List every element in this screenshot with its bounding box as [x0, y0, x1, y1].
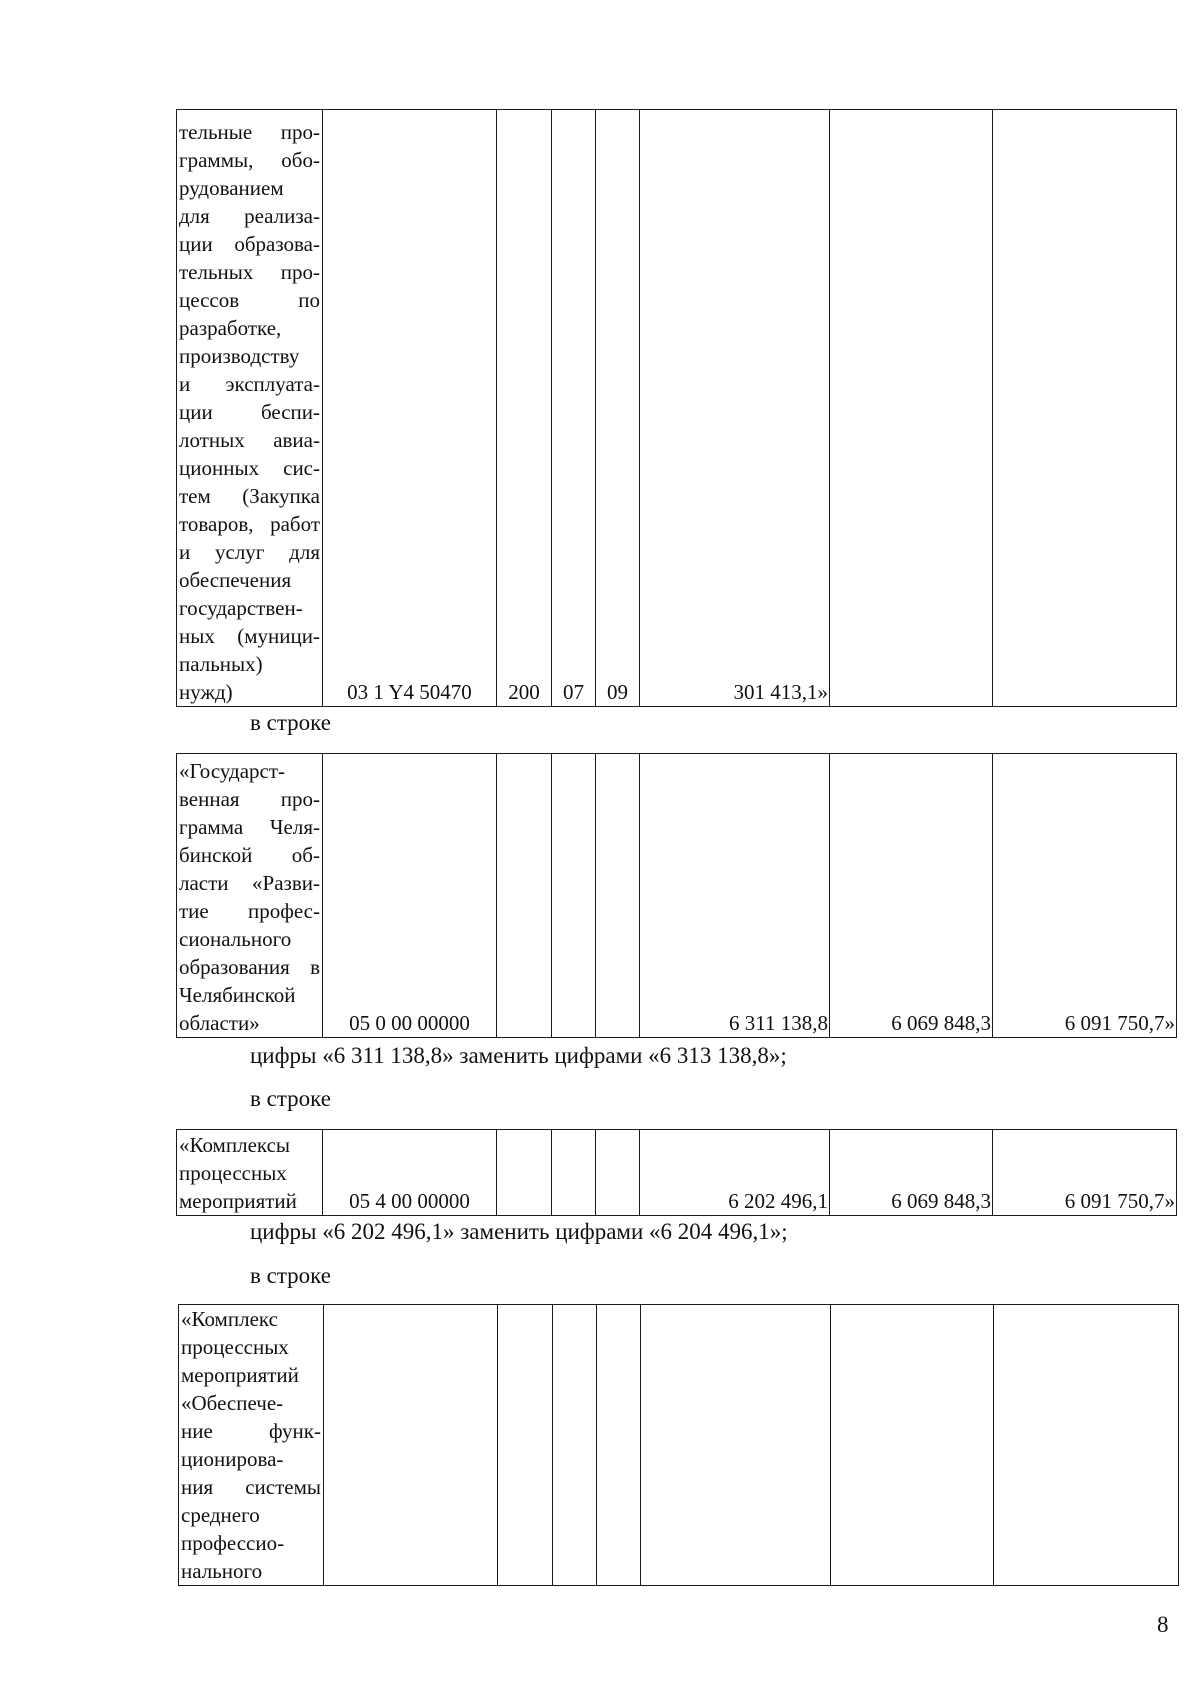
name-line: и услуг для — [179, 540, 320, 564]
name-line: бинской об- — [179, 843, 320, 867]
expense-type-code: 200 — [497, 110, 552, 707]
target-article-code: 03 1 Y4 50470 — [323, 110, 497, 707]
name-line: грамма Челя- — [179, 815, 320, 839]
name-line: мероприятий — [181, 1363, 299, 1387]
amount-year-1: 301 413,1» — [640, 110, 830, 707]
amount-year-2 — [831, 1305, 994, 1586]
amount-year-2: 6 069 848,3 — [830, 1130, 993, 1216]
section-code — [553, 1305, 597, 1586]
name-line: ционирова- — [181, 1447, 284, 1471]
name-line: Челябинской — [179, 983, 296, 1007]
name-line: и эксплуата- — [179, 372, 320, 396]
subsection-code: 09 — [596, 110, 640, 707]
name-line: нального — [181, 1559, 263, 1583]
section-code: 07 — [552, 110, 596, 707]
name-line: граммы, обо- — [179, 148, 320, 172]
amendment-table-1 — [176, 109, 1177, 707]
name-line: ции беспи- — [179, 400, 320, 424]
name-line: венная про- — [179, 787, 320, 811]
amount-year-1 — [641, 1305, 831, 1586]
name-line: обеспечения — [179, 568, 292, 592]
row-name-cell — [179, 1305, 324, 1586]
name-line: «Государст- — [179, 759, 286, 783]
amount-year-3: 6 091 750,7» — [993, 1130, 1177, 1216]
amount-year-2: 6 069 848,3 — [830, 754, 993, 1038]
amount-year-3 — [994, 1305, 1179, 1586]
name-line: области» — [179, 1011, 260, 1035]
amount-year-3 — [993, 110, 1177, 707]
row-name-cell — [177, 110, 323, 707]
name-line: мероприятий — [179, 1189, 297, 1213]
replacement-instruction-2: цифры «6 202 496,1» заменить цифрами «6 204 496,1»; — [250, 1219, 788, 1244]
name-line: образования в — [179, 955, 320, 979]
amendment-table-2 — [176, 753, 1177, 1038]
row-name-cell — [177, 754, 323, 1038]
target-article-code: 05 0 00 00000 — [323, 754, 497, 1038]
replacement-instruction-1: цифры «6 311 138,8» заменить цифрами «6 313 138,8»; — [250, 1043, 787, 1068]
name-line: среднего — [181, 1503, 260, 1527]
name-line: процессных — [181, 1335, 289, 1359]
name-line: тие профес- — [179, 899, 320, 923]
name-line: процессных — [179, 1161, 287, 1185]
subsection-code — [596, 1130, 640, 1216]
name-line: профессио- — [181, 1531, 285, 1555]
name-line: рудованием — [179, 176, 284, 200]
page-number: 8 — [1157, 1612, 1169, 1637]
target-article-code — [324, 1305, 498, 1586]
name-line: цессов по — [179, 288, 320, 312]
row-name-cell — [177, 1130, 323, 1216]
section-code — [552, 1130, 596, 1216]
name-line: ния системы — [181, 1475, 321, 1499]
name-line: тельных про- — [179, 260, 320, 284]
target-article-code: 05 4 00 00000 — [323, 1130, 497, 1216]
name-line: «Обеспече- — [181, 1391, 284, 1415]
section-code — [552, 754, 596, 1038]
name-line: ние функ- — [181, 1419, 321, 1443]
name-line: разработке, — [179, 316, 282, 340]
name-line: «Комплексы — [179, 1133, 290, 1157]
name-line: государствен- — [179, 596, 303, 620]
name-line: товаров, работ — [179, 512, 320, 536]
name-line: «Комплекс — [181, 1307, 278, 1331]
name-line: тельные про- — [179, 120, 320, 144]
amendment-table-4 — [178, 1304, 1179, 1586]
amount-year-2 — [830, 110, 993, 707]
name-line: пальных) — [179, 652, 263, 676]
expense-type-code — [497, 754, 552, 1038]
name-line: ции образова- — [179, 232, 320, 256]
amount-year-1: 6 311 138,8 — [640, 754, 830, 1038]
name-line: ционных сис- — [179, 456, 320, 480]
name-line: лотных авиа- — [179, 428, 320, 452]
expense-type-code — [497, 1130, 552, 1216]
amendment-table-3 — [176, 1129, 1177, 1216]
name-line: ласти «Разви- — [179, 871, 320, 895]
name-line: ных (муници- — [179, 624, 320, 648]
name-line: нужд) — [179, 680, 233, 704]
name-line: сионального — [179, 927, 292, 951]
name-line: производству — [179, 344, 300, 368]
subsection-code — [596, 754, 640, 1038]
caption-in-row-3: в строке — [250, 1263, 331, 1288]
expense-type-code — [498, 1305, 553, 1586]
amount-year-3: 6 091 750,7» — [993, 754, 1177, 1038]
caption-in-row-2: в строке — [250, 1086, 331, 1111]
subsection-code — [597, 1305, 641, 1586]
name-line: для реализа- — [179, 204, 320, 228]
amount-year-1: 6 202 496,1 — [640, 1130, 830, 1216]
name-line: тем (Закупка — [179, 484, 320, 508]
caption-in-row-1: в строке — [250, 710, 331, 735]
